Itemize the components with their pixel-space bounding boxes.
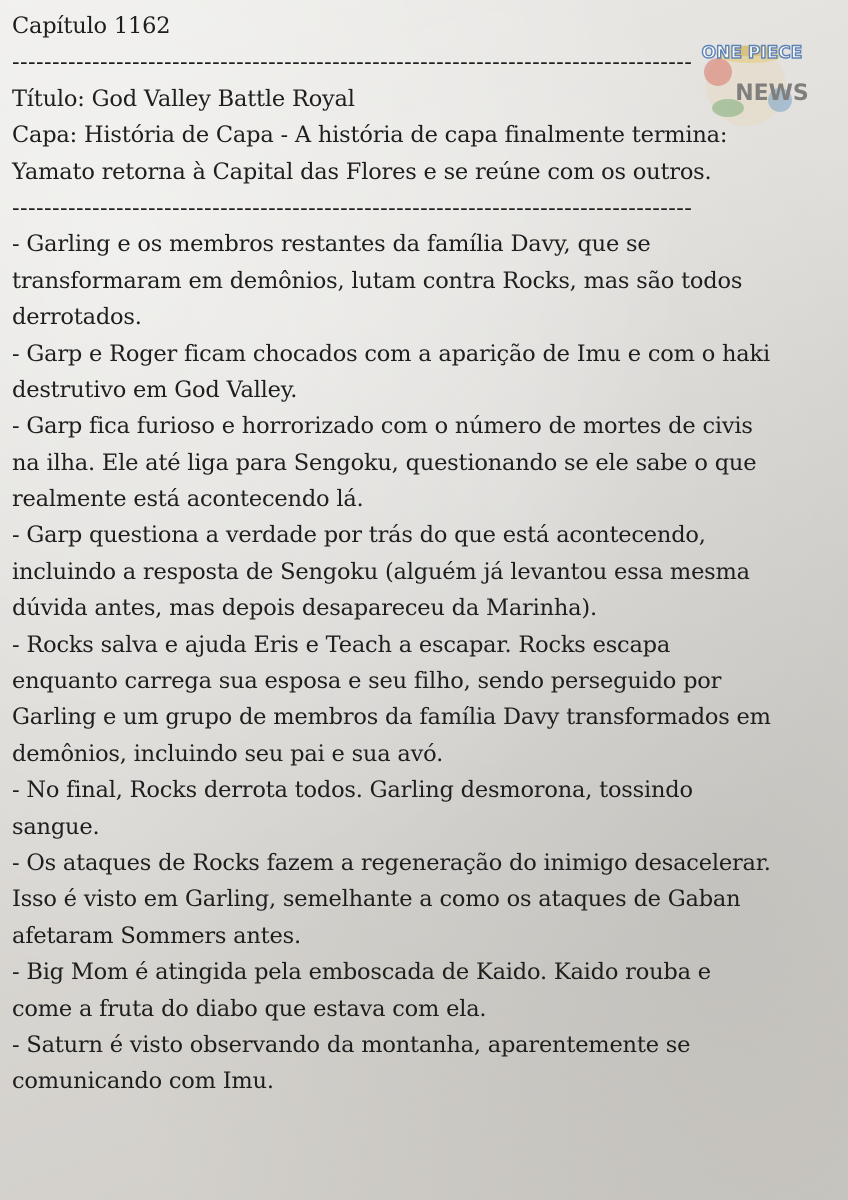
cover-line-2: Yamato retorna à Capital das Flores e se reúne com os outros. [12,158,712,185]
body-line: - Big Mom é atingida pela emboscada de Kaido. Kaido rouba e [12,959,711,986]
body-line: demônios, incluindo seu pai e sua avó. [12,740,444,767]
cover-line-1: Capa: História de Capa - A história de capa finalmente termina: [12,122,728,149]
body-line: come a fruta do diabo que estava com ela. [12,995,487,1022]
one-piece-news-logo [688,28,818,128]
body-line: dúvida antes, mas depois desapareceu da Marinha). [12,595,597,622]
summary-body [12,226,838,1099]
body-line: - Saturn é visto observando da montanha, aparentemente se [12,1031,691,1058]
body-line: - Garp questiona a verdade por trás do que está acontecendo, [12,522,706,549]
body-line: destrutivo em God Valley. [12,376,298,403]
separator-bottom: ------------------------------------------------------------------------------------- [12,194,693,221]
body-line: transformaram em demônios, lutam contra Rocks, mas são todos [12,267,743,294]
separator-top: ------------------------------------------------------------------------------------- [12,49,693,76]
body-line: incluindo a resposta de Sengoku (alguém já levantou essa mesma [12,558,750,585]
body-line: Garling e um grupo de membros da família Davy transformados em [12,704,771,731]
body-line: - No final, Rocks derrota todos. Garling desmorona, tossindo [12,777,693,804]
chapter-heading: Capítulo 1162 [12,13,171,39]
watermark-top-text: ONE PIECE [701,43,803,63]
body-line: sangue. [12,813,100,840]
body-line: - Garling e os membros restantes da família Davy, que se [12,231,651,258]
body-line: - Os ataques de Rocks fazem a regeneração do inimigo desacelerar. [12,849,771,876]
body-line: enquanto carrega sua esposa e seu filho, sendo perseguido por [12,668,722,695]
watermark-bottom-text: NEWS [735,81,809,106]
body-line: realmente está acontecendo lá. [12,486,364,513]
body-line: - Rocks salva e ajuda Eris e Teach a escapar. Rocks escapa [12,631,671,658]
title-line: Título: God Valley Battle Royal [12,85,355,112]
document-page [12,0,838,1100]
body-line: derrotados. [12,304,142,331]
body-line: na ilha. Ele até liga para Sengoku, questionando se ele sabe o que [12,449,757,476]
body-line: Isso é visto em Garling, semelhante a como os ataques de Gaban [12,886,741,913]
body-line: - Garp e Roger ficam chocados com a aparição de Imu e com o haki [12,340,770,367]
body-line: comunicando com Imu. [12,1068,274,1095]
body-line: - Garp fica furioso e horrorizado com o número de mortes de civis [12,413,753,440]
body-line: afetaram Sommers antes. [12,922,301,949]
